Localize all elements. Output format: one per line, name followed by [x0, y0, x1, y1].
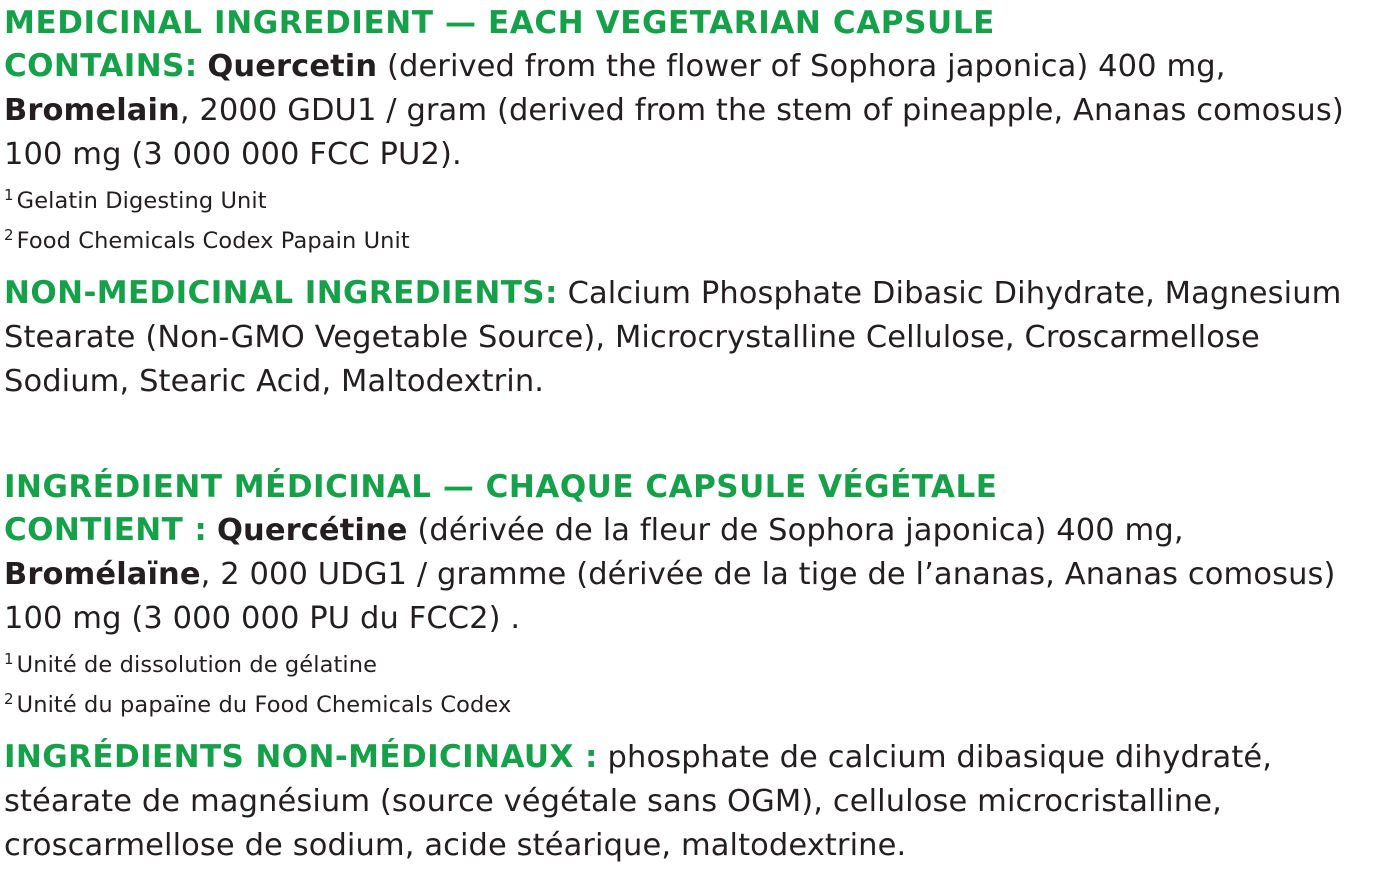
english-footnote-2 [4, 221, 1369, 261]
french-nonmedicinal-text: phosphate de calcium dibasique dihydraté, stéarate de magnésium (source végétale sans OGM), cellulose microcristalline, croscarmellose de sodium, acide stéarique, maltodextrine. [4, 740, 1273, 863]
english-medicinal-heading-line1: MEDICINAL INGREDIENT — EACH VEGETARIAN CAPSULE [4, 5, 995, 41]
french-nonmedicinal-paragraph [4, 735, 1369, 868]
french-footnote-2-marker: 2 [4, 689, 14, 708]
english-footnote-1-text: Gelatin Digesting Unit [16, 188, 267, 214]
french-ingredient-2-name: Bromélaïne [4, 557, 201, 592]
english-footnote-1 [4, 181, 1369, 221]
french-footnote-2 [4, 685, 1369, 725]
english-footnote-2-marker: 2 [4, 225, 14, 244]
french-medicinal-heading-line1: INGRÉDIENT MÉDICINAL — CHAQUE CAPSULE VÉGÉTALE [4, 469, 998, 505]
french-ingredient-2-detail: , 2 000 UDG1 / gramme (dérivée de la tige de l’ananas, Ananas comosus) 100 mg (3 000 000 PU du FCC2) . [4, 557, 1336, 636]
english-medicinal-heading-line2: CONTAINS: [4, 48, 198, 84]
french-ingredient-1-detail: (dérivée de la fleur de Sophora japonica) 400 mg, [407, 513, 1184, 548]
french-nonmedicinal-heading: INGRÉDIENTS NON-MÉDICINAUX : [4, 739, 598, 775]
french-footnote-1-text: Unité de dissolution de gélatine [16, 652, 378, 678]
spacer [4, 725, 1369, 735]
french-ingredients-section [4, 466, 1369, 868]
french-footnote-1-marker: 1 [4, 649, 14, 668]
english-nonmedicinal-paragraph [4, 271, 1369, 404]
french-medicinal-heading-line2: CONTIENT : [4, 512, 208, 548]
english-footnote-2-text: Food Chemicals Codex Papain Unit [16, 228, 410, 254]
english-ingredient-2-detail: , 2000 GDU1 / gram (derived from the stem of pineapple, Ananas comosus) 100 mg (3 000 000 FCC PU2). [4, 93, 1344, 172]
english-nonmedicinal-text: Calcium Phosphate Dibasic Dihydrate, Magnesium Stearate (Non-GMO Vegetable Source), Microcrystalline Cellulose, Croscarmellose Sodium, Stearic Acid, Maltodextrin. [4, 276, 1342, 399]
section-divider-spacer [4, 404, 1369, 466]
english-footnote-1-marker: 1 [4, 185, 14, 204]
french-footnote-1 [4, 645, 1369, 685]
english-medicinal-paragraph [4, 44, 1369, 177]
english-ingredient-1-name: Quercetin [207, 49, 378, 84]
english-nonmedicinal-heading: NON-MEDICINAL INGREDIENTS: [4, 275, 558, 311]
french-ingredient-1-name: Quercétine [216, 513, 408, 548]
english-ingredients-section [4, 2, 1369, 404]
french-footnote-2-text: Unité du papaïne du Food Chemicals Codex [16, 692, 512, 718]
spacer [4, 261, 1369, 271]
english-ingredient-1-detail: (derived from the flower of Sophora japonica) 400 mg, [377, 49, 1226, 84]
english-ingredient-2-name: Bromelain [4, 93, 180, 128]
french-medicinal-paragraph [4, 508, 1369, 641]
